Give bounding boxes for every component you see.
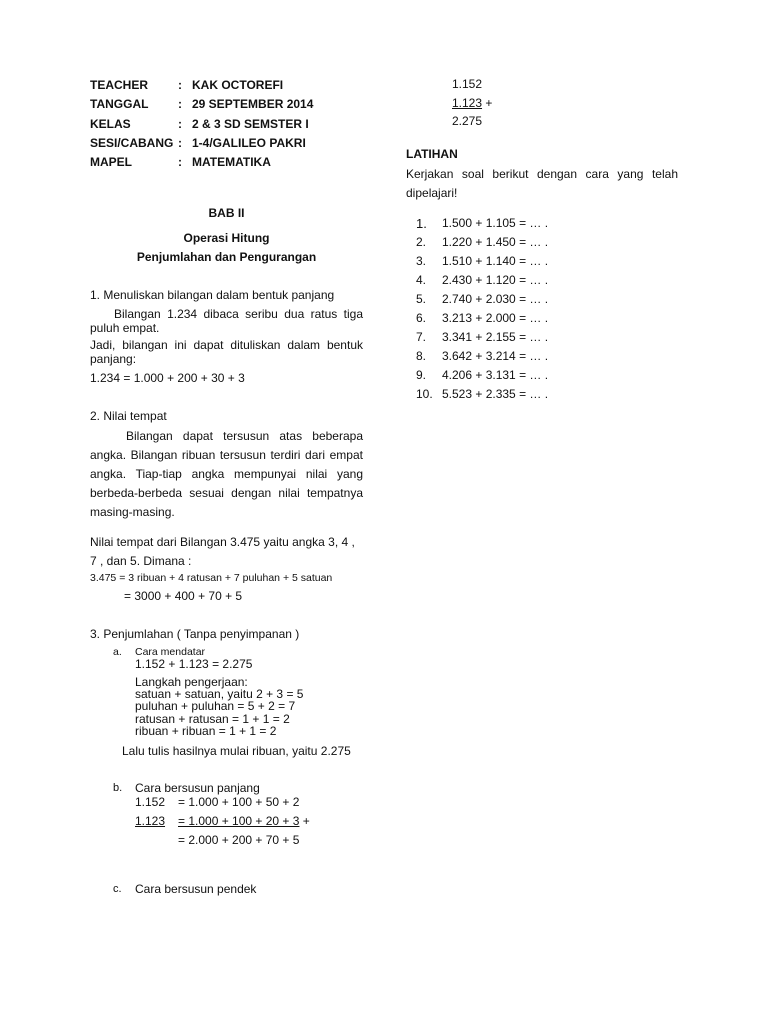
exercise-number: 2. — [416, 235, 427, 249]
stack-line-1: 1.152 — [452, 77, 483, 91]
exercise-item — [416, 214, 716, 233]
b-line-2-expansion-text: = 1.000 + 100 + 20 + 3 — [178, 814, 300, 828]
exercise-text: 2.740 + 2.030 = … . — [442, 292, 549, 306]
header-label: TANGGAL — [90, 97, 149, 112]
exercise-item — [416, 385, 716, 404]
exercise-number: 7. — [416, 330, 427, 344]
conclusion-text: Lalu tulis hasilnya mulai ribuan, yaitu 2.275 — [122, 744, 351, 758]
header-colon: : — [178, 97, 182, 112]
exercise-item — [416, 366, 716, 385]
item-c-title: Cara bersusun pendek — [135, 882, 257, 896]
exercise-text: 3.213 + 2.000 = … . — [442, 311, 549, 325]
header-colon: : — [178, 135, 182, 150]
b-line-3-result: = 2.000 + 200 + 70 + 5 — [178, 833, 300, 847]
header-value: 29 SEPTEMBER 2014 — [192, 97, 314, 112]
section-2-equation-2: = 3000 + 400 + 70 + 5 — [124, 589, 243, 603]
exercise-number: 1. — [416, 216, 427, 231]
header-colon: : — [178, 155, 182, 170]
exercise-number: 9. — [416, 368, 427, 382]
exercise-number: 3. — [416, 254, 427, 268]
latihan-heading: LATIHAN — [406, 147, 458, 161]
item-b-label: b. — [113, 782, 123, 794]
latihan-instruction: Kerjakan soal berikut dengan cara yang telah dipelajari! — [406, 167, 678, 200]
stack-line-2 — [452, 96, 492, 110]
header-value: MATEMATIKA — [192, 155, 271, 170]
header-label: TEACHER — [90, 78, 149, 92]
header-row-sesi — [90, 134, 390, 153]
plus-sign: + — [482, 96, 493, 110]
header-row-tanggal — [90, 95, 390, 114]
exercise-text: 1.510 + 1.140 = … . — [442, 254, 549, 268]
header-label: KELAS — [90, 116, 131, 131]
header-value: KAK OCTOREFI — [192, 78, 284, 92]
steps-list — [135, 688, 303, 737]
exercise-text: 3.341 + 2.155 = … . — [442, 330, 549, 344]
b-line-2-number: 1.123 — [135, 814, 166, 828]
item-c-label: c. — [113, 883, 122, 895]
header-info — [90, 76, 390, 172]
item-a-title: Cara mendatar — [135, 646, 206, 658]
exercise-list — [416, 214, 716, 404]
section-3-heading: 3. Penjumlahan ( Tanpa penyimpanan ) — [90, 627, 300, 641]
exercise-item — [416, 233, 716, 252]
chapter-subtitle: Penjumlahan dan Pengurangan — [136, 250, 317, 264]
b-line-2-expansion — [178, 814, 310, 828]
header-value: 2 & 3 SD SEMSTER I — [192, 116, 309, 131]
exercise-text: 2.430 + 1.120 = … . — [442, 273, 549, 287]
stack-line-3: 2.275 — [452, 114, 483, 128]
exercise-text: 1.500 + 1.105 = … . — [442, 216, 549, 230]
exercise-item — [416, 252, 716, 271]
exercise-number: 8. — [416, 349, 427, 363]
exercise-item — [416, 271, 716, 290]
chapter-number: BAB II — [208, 206, 245, 220]
header-label: MAPEL — [90, 155, 132, 170]
section-2-paragraph-2: Nilai tempat dari Bilangan 3.475 yaitu angka 3, 4 , 7 , dan 5. Dimana : — [90, 535, 355, 568]
section-1-heading: 1. Menuliskan bilangan dalam bentuk panjang — [90, 288, 335, 302]
item-a-label: a. — [113, 646, 122, 658]
section-1-paragraph-2: Jadi, bilangan ini dapat dituliskan dalam bentuk panjang: — [90, 338, 363, 366]
header-colon: : — [178, 78, 182, 92]
section-1-paragraph: Bilangan 1.234 dibaca seribu dua ratus tiga puluh empat. — [90, 307, 363, 335]
exercise-text: 3.642 + 3.214 = … . — [442, 349, 549, 363]
section-2-paragraph: Bilangan dapat tersusun atas beberapa angka. Bilangan ribuan tersusun terdiri dari empat angka. Tiap-tiap angka mempunyai nilai yang berbeda-berbeda sesuai dengan nilai tempatnya masing-masing. — [90, 429, 363, 519]
exercise-text: 5.523 + 2.335 = … . — [442, 387, 549, 401]
section-2-heading: 2. Nilai tempat — [90, 409, 167, 423]
header-label: SESI/CABANG — [90, 135, 174, 150]
exercise-number: 6. — [416, 311, 427, 325]
header-value: 1-4/GALILEO PAKRI — [192, 135, 306, 150]
section-2-equation: 3.475 = 3 ribuan + 4 ratusan + 7 puluhan + 5 satuan — [90, 572, 333, 584]
step-line: puluhan + puluhan = 5 + 2 = 7 — [135, 699, 296, 714]
exercise-text: 4.206 + 3.131 = … . — [442, 368, 549, 382]
b-line-1-number: 1.152 — [135, 795, 166, 809]
step-line: satuan + satuan, yaitu 2 + 3 = 5 — [135, 687, 304, 701]
header-row-kelas — [90, 115, 390, 134]
exercise-item — [416, 309, 716, 328]
exercise-item — [416, 328, 716, 347]
exercise-number: 10. — [416, 387, 433, 401]
steps-title: Langkah pengerjaan: — [135, 675, 248, 689]
step-line: ribuan + ribuan = 1 + 1 = 2 — [135, 723, 277, 738]
stack-number: 1.123 — [452, 96, 483, 110]
chapter-title: Operasi Hitung — [183, 231, 270, 245]
exercise-item — [416, 290, 716, 309]
exercise-number: 5. — [416, 292, 427, 306]
item-a-equation: 1.152 + 1.123 = 2.275 — [135, 657, 253, 671]
plus-sign: + — [299, 814, 310, 828]
exercise-text: 1.220 + 1.450 = … . — [442, 235, 549, 249]
section-1-equation: 1.234 = 1.000 + 200 + 30 + 3 — [90, 371, 245, 385]
exercise-number: 4. — [416, 273, 427, 287]
header-row-mapel — [90, 153, 390, 172]
header-colon: : — [178, 116, 182, 131]
header-row-teacher — [90, 76, 390, 95]
item-b-title: Cara bersusun panjang — [135, 781, 260, 795]
exercise-item — [416, 347, 716, 366]
b-line-1-expansion: = 1.000 + 100 + 50 + 2 — [178, 795, 300, 809]
step-line: ratusan + ratusan = 1 + 1 = 2 — [135, 711, 290, 726]
